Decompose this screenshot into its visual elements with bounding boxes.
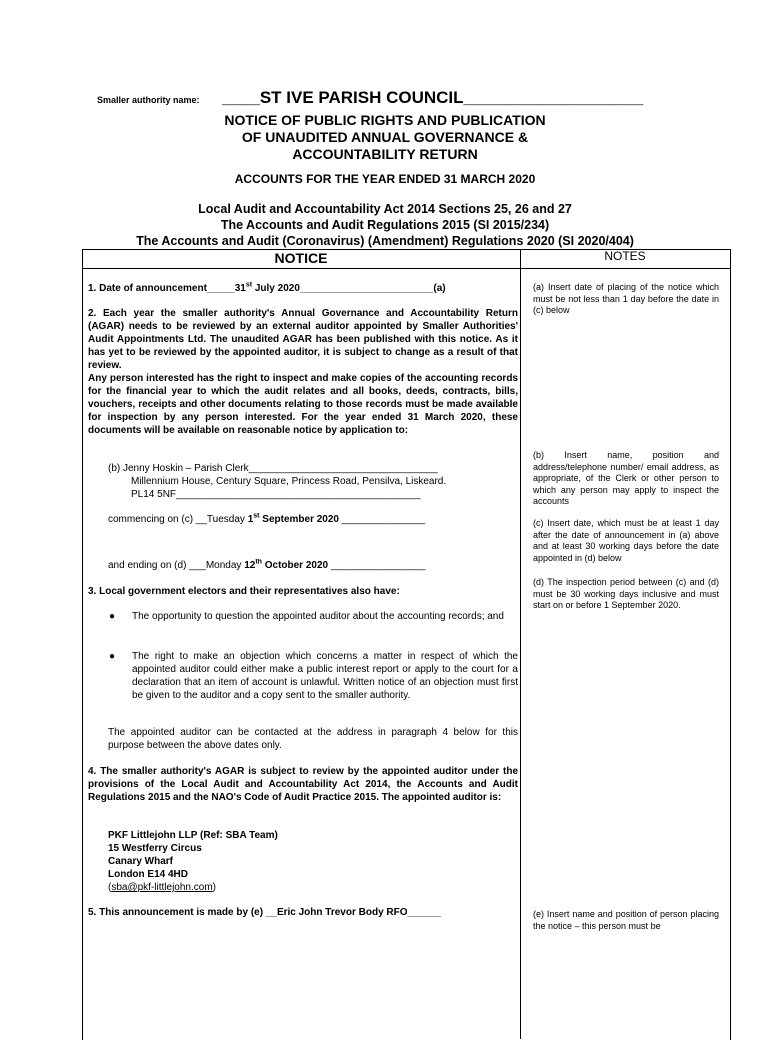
note-a: (a) Insert date of placing of the notice which must be not less than 1 day before the date in (c) below	[533, 282, 719, 315]
paragraph-5: 5. This announcement is made by (e) __Eric John Trevor Body RFO______	[88, 907, 441, 918]
contact-line-1: (b) Jenny Hoskin – Parish Clerk__________________________________	[108, 463, 438, 474]
notice-column-heading: NOTICE	[274, 250, 328, 266]
bullet-objection: The right to make an objection which concerns a matter in respect of which the appointed auditor could either make a public interest report or apply to the court for a declaration that an item of account is unlawful. Written notice of an objection must first be given to the auditor and a copy sent to the smaller authority.	[132, 651, 518, 701]
auditor-address-1: 15 Westferry Circus	[108, 843, 202, 854]
regulation-line-3: The Accounts and Audit (Coronavirus) (Amendment) Regulations 2020 (SI 2020/404)	[136, 234, 634, 248]
commencing-date: commencing on (c) __Tuesday 1st September 2020 _______________	[108, 513, 426, 525]
announcement-date: 1. Date of announcement_____31st July 2020________________________(a)	[88, 282, 446, 294]
paragraph-3: 3. Local government electors and their representatives also have:	[88, 586, 400, 597]
notes-column-heading: NOTES	[604, 249, 646, 263]
auditor-address-2: Canary Wharf	[108, 856, 174, 867]
authority-label: Smaller authority name:	[97, 95, 200, 105]
auditor-email-line: (sba@pkf-littlejohn.com)	[108, 882, 216, 893]
contact-line-3: PL14 5NF____________________________________________	[131, 489, 421, 500]
bullet-icon: ●	[109, 611, 116, 622]
contact-line-2: Millennium House, Century Square, Princess Road, Pensilva, Liskeard.	[131, 476, 447, 487]
bullet-icon: ●	[109, 651, 116, 662]
auditor-email-link[interactable]: sba@pkf-littlejohn.com	[111, 882, 213, 893]
header-divider	[82, 268, 730, 269]
notice-title-line-1: NOTICE OF PUBLIC RIGHTS AND PUBLICATION	[224, 112, 546, 128]
notice-title-line-2: OF UNAUDITED ANNUAL GOVERNANCE &	[241, 129, 529, 145]
paragraph-4: 4. The smaller authority's AGAR is subject to review by the appointed auditor under the provisions of the Local Audit and Accountability Act 2014, the Accounts and Audit Regulations 2015 and the NAO's Code of Audit Practice 2015. The appointed auditor is:	[88, 766, 518, 803]
paragraph-2: 2. Each year the smaller authority's Annual Governance and Accountability Return (AGAR) needs to be reviewed by an external auditor appointed by Smaller Authorities' Audit Appointments Ltd. The unaudited AGAR has been published with this notice. As it has yet to be reviewed by the appointed auditor, it is subject to change as a result of that review.	[88, 308, 518, 371]
note-c: (c) Insert date, which must be at least 1 day after the date of announcement in (a) above and at least 30 working days before the date appointed in (d) below	[533, 518, 719, 563]
note-b: (b) Insert name, position and address/telephone number/ email address, as appropriate, of the Clerk or other person to which any person may apply to inspect the accounts	[533, 450, 719, 506]
regulation-line-1: Local Audit and Accountability Act 2014 Sections 25, 26 and 27	[198, 202, 572, 216]
auditor-name: PKF Littlejohn LLP (Ref: SBA Team)	[108, 830, 278, 841]
bullet-question-auditor: The opportunity to question the appointed auditor about the accounting records; and	[132, 611, 504, 622]
column-divider	[520, 249, 521, 1039]
notice-title-line-3: ACCOUNTABILITY RETURN	[292, 146, 478, 162]
regulation-line-2: The Accounts and Audit Regulations 2015 (SI 2015/234)	[220, 218, 550, 232]
accounts-year-heading: ACCOUNTS FOR THE YEAR ENDED 31 MARCH 2020	[234, 172, 536, 186]
note-d: (d) The inspection period between (c) and (d) must be 30 working days inclusive and must start on or before 1 September 2020.	[533, 577, 719, 610]
auditor-contact-note: The appointed auditor can be contacted at the address in paragraph 4 below for this purpose between the above dates only.	[108, 727, 518, 751]
auditor-address-3: London E14 4HD	[108, 869, 189, 880]
paragraph-2-inspection: Any person interested has the right to inspect and make copies of the accounting records for the financial year to which the audit relates and all books, deeds, contracts, bills, vouchers, receipts and other documents relating to those records must be made available for inspection by any person interested. For the year ended 31 March 2020, these documents will be available on reasonable notice by application to:	[88, 373, 518, 436]
note-e: (e) Insert name and position of person placing the notice – this person must be	[533, 909, 719, 931]
authority-name: ____ST IVE PARISH COUNCIL___________________	[222, 88, 644, 107]
ending-date: and ending on (d) ___Monday 12th October 2020 _________________	[108, 559, 426, 571]
